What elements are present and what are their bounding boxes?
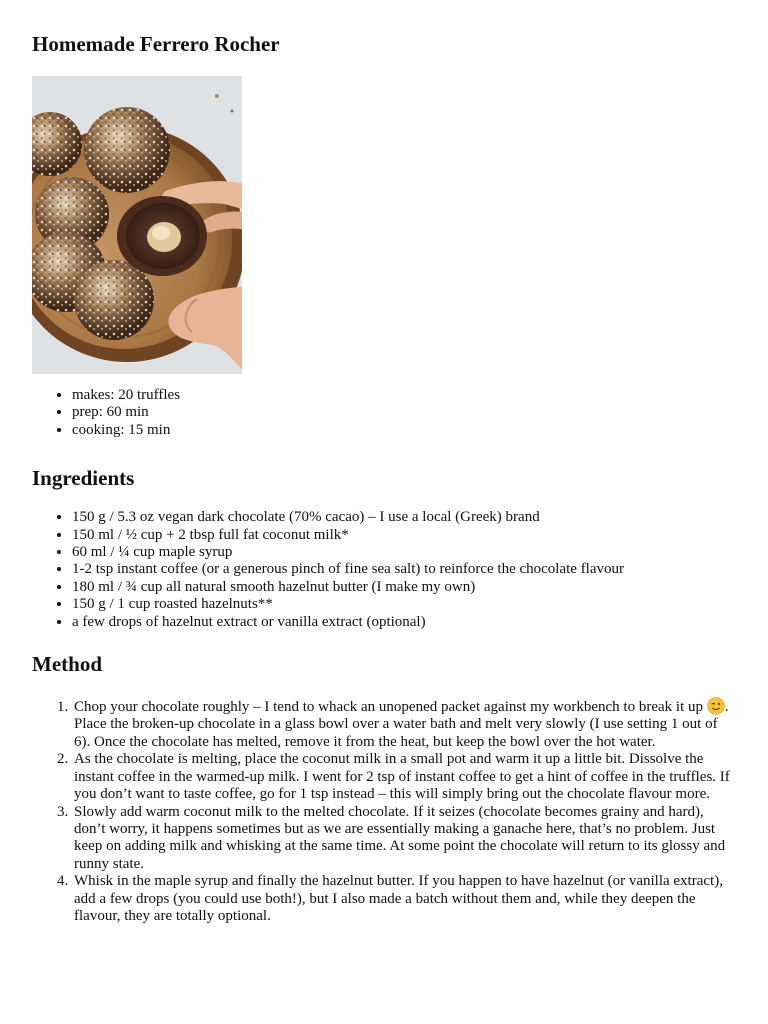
ingredient-item: • 150 ml / ½ cup + 2 tbsp full fat coconut milk* — [72, 527, 737, 544]
meta-makes: • makes: 20 truffles — [72, 387, 737, 404]
ingredient-item: • 150 g / 5.3 oz vegan dark chocolate (70% cacao) – I use a local (Greek) brand — [72, 509, 737, 526]
ingredient-item: • 150 g / 1 cup roasted hazelnuts** — [72, 596, 737, 613]
ingredient-item: • 180 ml / ¾ cup all natural smooth hazelnut butter (I make my own) — [72, 579, 737, 596]
recipe-page — [32, 0, 737, 925]
step-text: Chop your chocolate roughly – I tend to whack an unopened packet against my workbench to break it up — [74, 699, 707, 716]
truffles-photo — [32, 76, 242, 374]
ingredient-item: • 60 ml / ¼ cup maple syrup — [72, 544, 737, 561]
ingredient-item: • a few drops of hazelnut extract or vanilla extract (optional) — [72, 614, 737, 631]
method-step: 4. Whisk in the maple syrup and finally the hazelnut butter. If you happen to have hazelnut (or vanilla extract), add a few drops (you could use both!), but I also made a batch without them and, while they deepen the flavour, they are totally optional. — [72, 873, 737, 925]
recipe-meta-list — [32, 387, 737, 439]
method-heading: Method — [32, 652, 102, 677]
ingredients-list — [32, 509, 737, 631]
winking-face-icon — [707, 697, 725, 715]
method-step: 2. As the chocolate is melting, place the coconut milk in a small pot and warm it up a little bit. Dissolve the instant coffee in the warmed-up milk. I went for 2 tsp of instant coffee to get a hint of coffee in the truffles. If you don’t want to taste coffee, go for 1 tsp instead – this will simply bring out the chocolate flavour more. — [72, 751, 737, 803]
method-step — [72, 697, 737, 751]
step-text: . Place the broken-up chocolate in a glass bowl over a water bath and melt very slowly (I use setting 1 out of 6). Once the chocolate has melted, remove it from the heat, but keep the bowl over the hot water. — [74, 699, 729, 750]
method-step: 3. Slowly add warm coconut milk to the melted chocolate. If it seizes (chocolate becomes grainy and hard), don’t worry, it happens sometimes but as we are essentially making a ganache here, that’s no problem. Just keep on adding milk and whisking at the same time. At some point the chocolate will return to its glossy and runny state. — [72, 804, 737, 874]
recipe-title: Homemade Ferrero Rocher — [32, 32, 280, 56]
ingredient-item: • 1-2 tsp instant coffee (or a generous pinch of fine sea salt) to reinforce the chocolate flavour — [72, 561, 737, 578]
meta-cooking: • cooking: 15 min — [72, 422, 737, 439]
ingredients-heading: Ingredients — [32, 466, 135, 491]
meta-prep: • prep: 60 min — [72, 404, 737, 421]
method-steps — [32, 697, 737, 925]
